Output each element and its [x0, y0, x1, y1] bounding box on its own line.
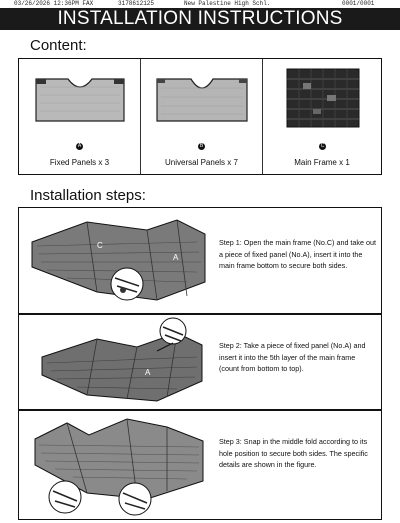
fixed-panel-image: [34, 73, 126, 125]
step-1-text: Step 1: Open the main frame (No.C) and take out a piece of fixed panel (No.A), insert it into the main frame bottom to secure both sides.: [219, 238, 377, 270]
badge-a: A: [77, 143, 82, 149]
main-frame-label: Main Frame x 1: [294, 158, 350, 167]
step-3-illustration: [27, 413, 212, 518]
step-2-text: Step 2: Take a piece of fixed panel (No.A) and insert it into the 5th layer of the main frame (count from bottom to top).: [219, 341, 366, 373]
step-1-box: [18, 207, 382, 314]
content-heading: Content:: [30, 37, 87, 54]
universal-panels-label: Universal Panels x 7: [165, 158, 238, 167]
step-2-box: [18, 314, 382, 410]
badge-b: B: [199, 143, 204, 149]
step-1-illustration: [27, 212, 212, 310]
fax-number: 3178612125: [118, 0, 155, 7]
step-3-text: Step 3: Snap in the middle fold according to its hole position to secure both sides. The specific details are shown in the figure.: [219, 437, 368, 469]
universal-panel-image: [155, 73, 249, 125]
step-1-label-a: A: [173, 253, 179, 262]
fixed-panels-label: Fixed Panels x 3: [49, 158, 110, 167]
content-item-main-frame: [262, 59, 381, 174]
page-title: INSTALLATION INSTRUCTIONS: [0, 8, 400, 30]
fax-page: 0001/0001: [342, 0, 375, 7]
fax-datetime: 03/26/2026 12:36PM FAX: [14, 0, 94, 7]
badge-c: C: [320, 143, 325, 149]
step-1-label-c: C: [97, 241, 103, 250]
step-3-box: [18, 410, 382, 520]
fax-sender: New Palestine High Schl.: [184, 0, 271, 7]
content-item-fixed-panel: [19, 59, 140, 174]
step-2-label-a: A: [145, 368, 151, 377]
main-frame-image: [283, 65, 363, 131]
content-item-universal-panel: [140, 59, 262, 174]
fax-header: [0, 0, 400, 8]
content-box: [18, 58, 382, 175]
installation-heading: Installation steps:: [30, 187, 146, 204]
step-2-illustration: [27, 317, 212, 407]
